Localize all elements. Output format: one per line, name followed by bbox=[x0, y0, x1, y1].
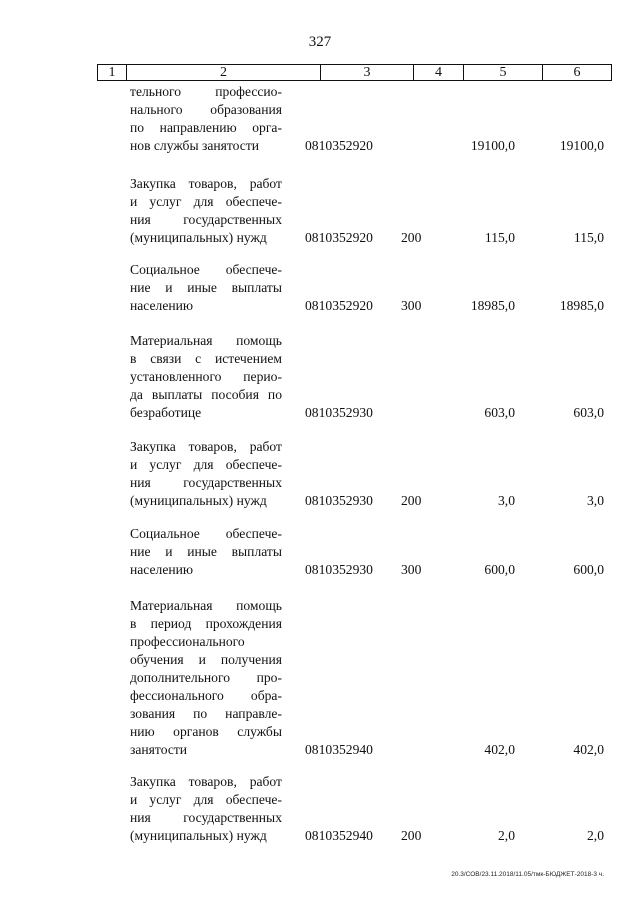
description-line: по направлению орга- bbox=[130, 120, 282, 135]
description-line: Закупка товаров, работ bbox=[130, 774, 282, 789]
description-line: и услуг для обеспече- bbox=[130, 194, 282, 209]
row-value-col5: 115,0 bbox=[484, 230, 515, 245]
row-value-col6: 3,0 bbox=[587, 493, 604, 508]
row-code: 0810352920 bbox=[305, 138, 373, 153]
row-value-col6: 115,0 bbox=[573, 230, 604, 245]
row-value-col6: 402,0 bbox=[573, 742, 604, 757]
header-col-5: 5 bbox=[463, 65, 542, 80]
description-line: Материальная помощь bbox=[130, 333, 282, 348]
description-line: населению bbox=[130, 298, 194, 313]
row-code: 0810352930 bbox=[305, 493, 373, 508]
row-description bbox=[130, 525, 282, 579]
row-value-col5: 402,0 bbox=[484, 742, 515, 757]
description-line: Материальная помощь bbox=[130, 598, 282, 613]
row-value-col6: 603,0 bbox=[573, 405, 604, 420]
description-line: населению bbox=[130, 562, 194, 577]
description-line: (муниципальных) нужд bbox=[130, 828, 267, 843]
description-line: ния государственных bbox=[130, 810, 282, 825]
row-value-col6: 2,0 bbox=[587, 828, 604, 843]
row-code: 0810352930 bbox=[305, 562, 373, 577]
header-col-3: 3 bbox=[320, 65, 413, 80]
row-value-col5: 3,0 bbox=[498, 493, 515, 508]
description-line: (муниципальных) нужд bbox=[130, 230, 267, 245]
description-line: фессионального обра- bbox=[130, 688, 282, 703]
description-line: ния государственных bbox=[130, 212, 282, 227]
description-line: нов службы занятости bbox=[130, 138, 260, 153]
description-line: нального образования bbox=[130, 102, 282, 117]
row-expense-type: 200 bbox=[401, 828, 422, 843]
description-line: Социальное обеспече- bbox=[130, 526, 282, 541]
header-col-6: 6 bbox=[542, 65, 611, 80]
description-line: да выплаты пособия по bbox=[130, 387, 282, 402]
row-description bbox=[130, 438, 282, 510]
description-line: обучения и получения bbox=[130, 652, 282, 667]
description-line: в период прохождения bbox=[130, 616, 282, 631]
row-value-col6: 19100,0 bbox=[559, 138, 604, 153]
row-code: 0810352940 bbox=[305, 828, 373, 843]
description-line: зования по направле- bbox=[130, 706, 282, 721]
row-value-col5: 603,0 bbox=[484, 405, 515, 420]
description-line: тельного профессио- bbox=[130, 84, 282, 99]
row-description bbox=[130, 261, 282, 315]
description-line: (муниципальных) нужд bbox=[130, 493, 267, 508]
header-col-4: 4 bbox=[413, 65, 463, 80]
description-line: ния государственных bbox=[130, 475, 282, 490]
description-line: в связи с истечением bbox=[130, 351, 282, 366]
row-value-col5: 2,0 bbox=[498, 828, 515, 843]
header-col-1: 1 bbox=[108, 65, 116, 80]
row-value-col6: 600,0 bbox=[573, 562, 604, 577]
row-description bbox=[130, 773, 282, 845]
description-line: нию органов службы bbox=[130, 724, 282, 739]
row-value-col5: 19100,0 bbox=[470, 138, 515, 153]
row-expense-type: 200 bbox=[401, 493, 422, 508]
description-line: Закупка товаров, работ bbox=[130, 176, 282, 191]
description-line: ние и иные выплаты bbox=[130, 280, 282, 295]
row-expense-type: 300 bbox=[401, 562, 422, 577]
description-line: установленного перио- bbox=[130, 369, 282, 384]
row-value-col5: 18985,0 bbox=[470, 298, 515, 313]
row-description bbox=[130, 175, 282, 247]
row-code: 0810352930 bbox=[305, 405, 373, 420]
description-line: Социальное обеспече- bbox=[130, 262, 282, 277]
row-value-col6: 18985,0 bbox=[559, 298, 604, 313]
row-code: 0810352920 bbox=[305, 298, 373, 313]
description-line: дополнительного про- bbox=[130, 670, 282, 685]
description-line: безработице bbox=[130, 405, 202, 420]
description-line: занятости bbox=[130, 742, 188, 757]
row-expense-type: 200 bbox=[401, 230, 422, 245]
row-expense-type: 300 bbox=[401, 298, 422, 313]
row-value-col5: 600,0 bbox=[484, 562, 515, 577]
row-description bbox=[130, 332, 282, 422]
description-line: Закупка товаров, работ bbox=[130, 439, 282, 454]
description-line: профессионального bbox=[130, 634, 245, 649]
description-line: ние и иные выплаты bbox=[130, 544, 282, 559]
description-line: и услуг для обеспече- bbox=[130, 457, 282, 472]
row-description bbox=[130, 597, 282, 759]
row-code: 0810352920 bbox=[305, 230, 373, 245]
row-code: 0810352940 bbox=[305, 742, 373, 757]
header-col-2: 2 bbox=[126, 65, 320, 80]
footer-reference: 20.3/СОВ/23.11.2018/11.05/тмк-БЮДЖЕТ-2018-3 ч. bbox=[451, 871, 604, 878]
row-description bbox=[130, 83, 282, 155]
description-line: и услуг для обеспече- bbox=[130, 792, 282, 807]
page-number: 327 bbox=[308, 34, 332, 50]
